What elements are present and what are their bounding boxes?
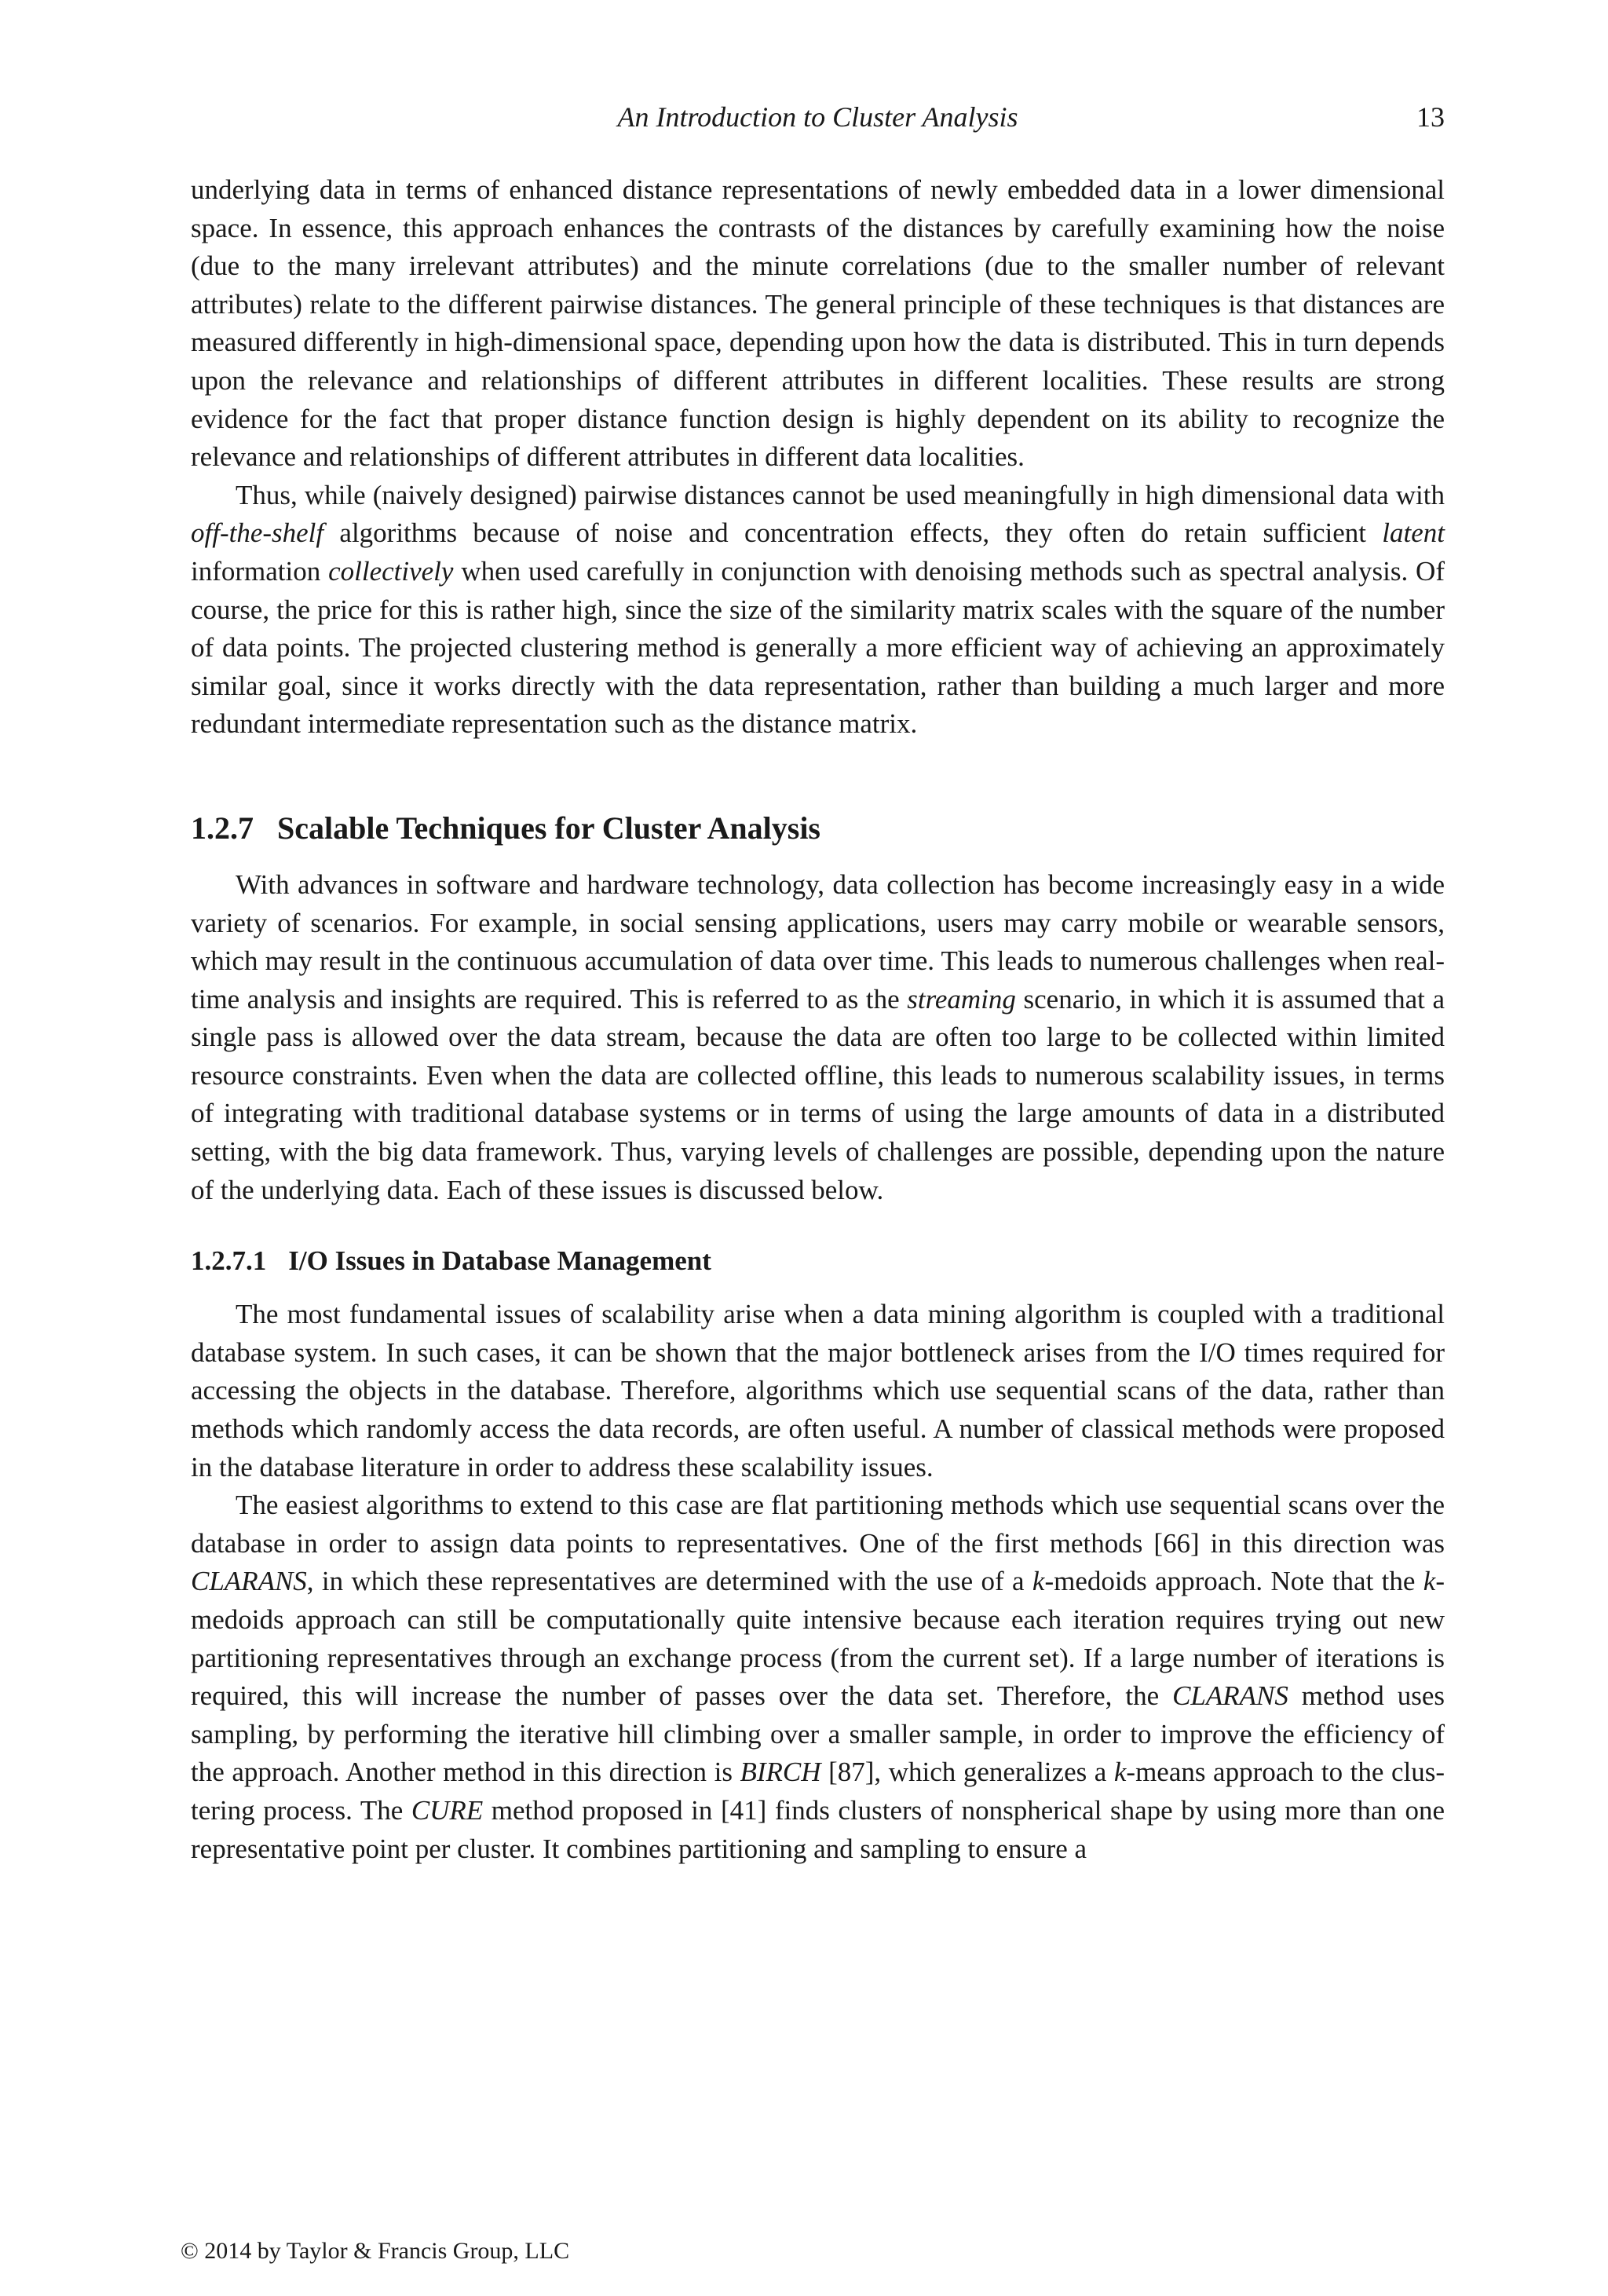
text-run: Thus, while (naively designed) pairwise distances cannot be used meaningfully in high dimensional data with: [236, 479, 1445, 510]
page-number: 13: [1416, 101, 1445, 133]
text-run: information: [191, 555, 329, 587]
subsection-heading: [191, 1242, 1445, 1280]
emphasis: latent: [1382, 517, 1445, 549]
section-heading: [191, 808, 1445, 849]
copyright-footer: © 2014 by Taylor & Francis Group, LLC: [181, 2238, 570, 2264]
emphasis: CLARANS: [1172, 1680, 1288, 1712]
emphasis: off-the-shelf: [191, 517, 324, 549]
text-run: scenario, in which it is assumed that a single pass is allowed over the data stream, because the data are often too large to be collected within limited resource constraints. Even when the data are collected offline, this leads to numerous scalability issues, in terms of integrating with traditional database systems or in terms of using the large amounts of data in a distributed setting, with the big data framework. Thus, varying levels of challenges are possible, depending upon the nature of the underlying data. Each of these issues is discussed below.: [191, 983, 1445, 1205]
text-run: -medoids approach. Note that the: [1044, 1566, 1423, 1597]
text-run: -medoids approach can still be computationally quite intensive because each iteration requires trying out new partitioning representatives through an exchange process (from the current set). If a large number of iterations is required, this will increase the number of passes over the data set. Therefore, the: [191, 1566, 1445, 1712]
paragraph-continued: [191, 171, 1445, 477]
paragraph-text: The most fundamental issues of scalability arise when a data mining algorithm is coupled with a traditional database system. In such cases, it can be shown that the major bottleneck arises from the I/O times required for accessing the objects in the database. Therefore, algorithms which use sequential scans of the data, rather than methods which randomly access the data records, are often useful. A number of classical methods were proposed in the database literature in order to address these scalability issues.: [191, 1299, 1445, 1483]
paragraph-scalable-intro: [191, 866, 1445, 1209]
page-body: [191, 171, 1445, 1868]
emphasis: BIRCH: [740, 1757, 821, 1788]
section-title: Scalable Techniques for Cluster Analysis: [277, 810, 820, 846]
text-run: With advances in software and hardware technology, data collection has become increasingly easy in a wide variety of scenarios. For example, in social sensing applications, users may carry mobile or wearable sensors, which may result in the continuous accumulation of data over time. This leads to numerous challenges when real-time analysis and insights are required. This is referred to as the: [191, 868, 1445, 1015]
text-run: , in which these representatives are determined with the use of a: [306, 1566, 1032, 1597]
emphasis: CURE: [411, 1794, 484, 1826]
emphasis: streaming: [907, 983, 1016, 1015]
text-run: when used carefully in conjunction with denoising methods such as spectral analysis. Of course, the price for this is rather high, since the size of the similarity matrix scales with the square of the number of data points. The projected clustering method is generally a more efficient way of achieving an approximately similar goal, since it works directly with the data representation, rather than building a much larger and more redundant intermediate representation such as the distance matrix.: [191, 555, 1445, 740]
emphasis: collectively: [328, 555, 454, 587]
running-title: An Introduction to Cluster Analysis: [617, 101, 1018, 133]
emphasis: k: [1032, 1566, 1045, 1597]
paragraph-partitioning-methods: [191, 1486, 1445, 1868]
emphasis: k: [1113, 1757, 1127, 1788]
section-number: 1.2.7: [191, 810, 254, 846]
subsection-number: 1.2.7.1: [191, 1245, 267, 1277]
paragraph-text: underlying data in terms of enhanced distance representations of newly embedded data in a lower dimensional space. In essence, this approach enhances the contrasts of the distances by carefully examining how the noise (due to the many irrelevant attributes) and the minute correlations (due to the smaller number of relevant attributes) relate to the different pairwise distances. The general principle of these techniques is that distances are measured differently in high-dimensional space, depending upon how the data is distributed. This in turn depends upon the relevance and relationships of different attributes in different localities. These results are strong evidence for the fact that proper distance function design is highly dependent on its ability to recognize the relevance and relationships of different attributes in different data localities.: [191, 174, 1445, 473]
text-run: method uses sampling, by performing the iterative hill climbing over a smaller sample, in order to improve the efficiency of the approach. Another method in this direction is: [191, 1680, 1445, 1788]
emphasis: k: [1423, 1566, 1436, 1597]
text-run: algorithms because of noise and concentration effects, they often do retain sufficient: [323, 517, 1383, 549]
emphasis: CLARANS: [191, 1566, 307, 1597]
text-run: method proposed in [41] finds clusters of nonspherical shape by using more than one representative point per cluster. It combines partitioning and sampling to ensure a: [191, 1794, 1445, 1864]
text-run: [87], which generalizes a: [820, 1757, 1114, 1788]
paragraph-pairwise-distances: [191, 477, 1445, 744]
running-header: [191, 101, 1445, 144]
paragraph-io-issues: [191, 1296, 1445, 1486]
text-run: -means approach to the clustering process. The: [191, 1757, 1445, 1826]
text-run: The easiest algorithms to extend to this case are flat partitioning methods which use sequential scans over the database in order to assign data points to representatives. One of the first methods [66] in this direction was: [191, 1490, 1445, 1559]
subsection-title: I/O Issues in Database Management: [288, 1245, 711, 1277]
